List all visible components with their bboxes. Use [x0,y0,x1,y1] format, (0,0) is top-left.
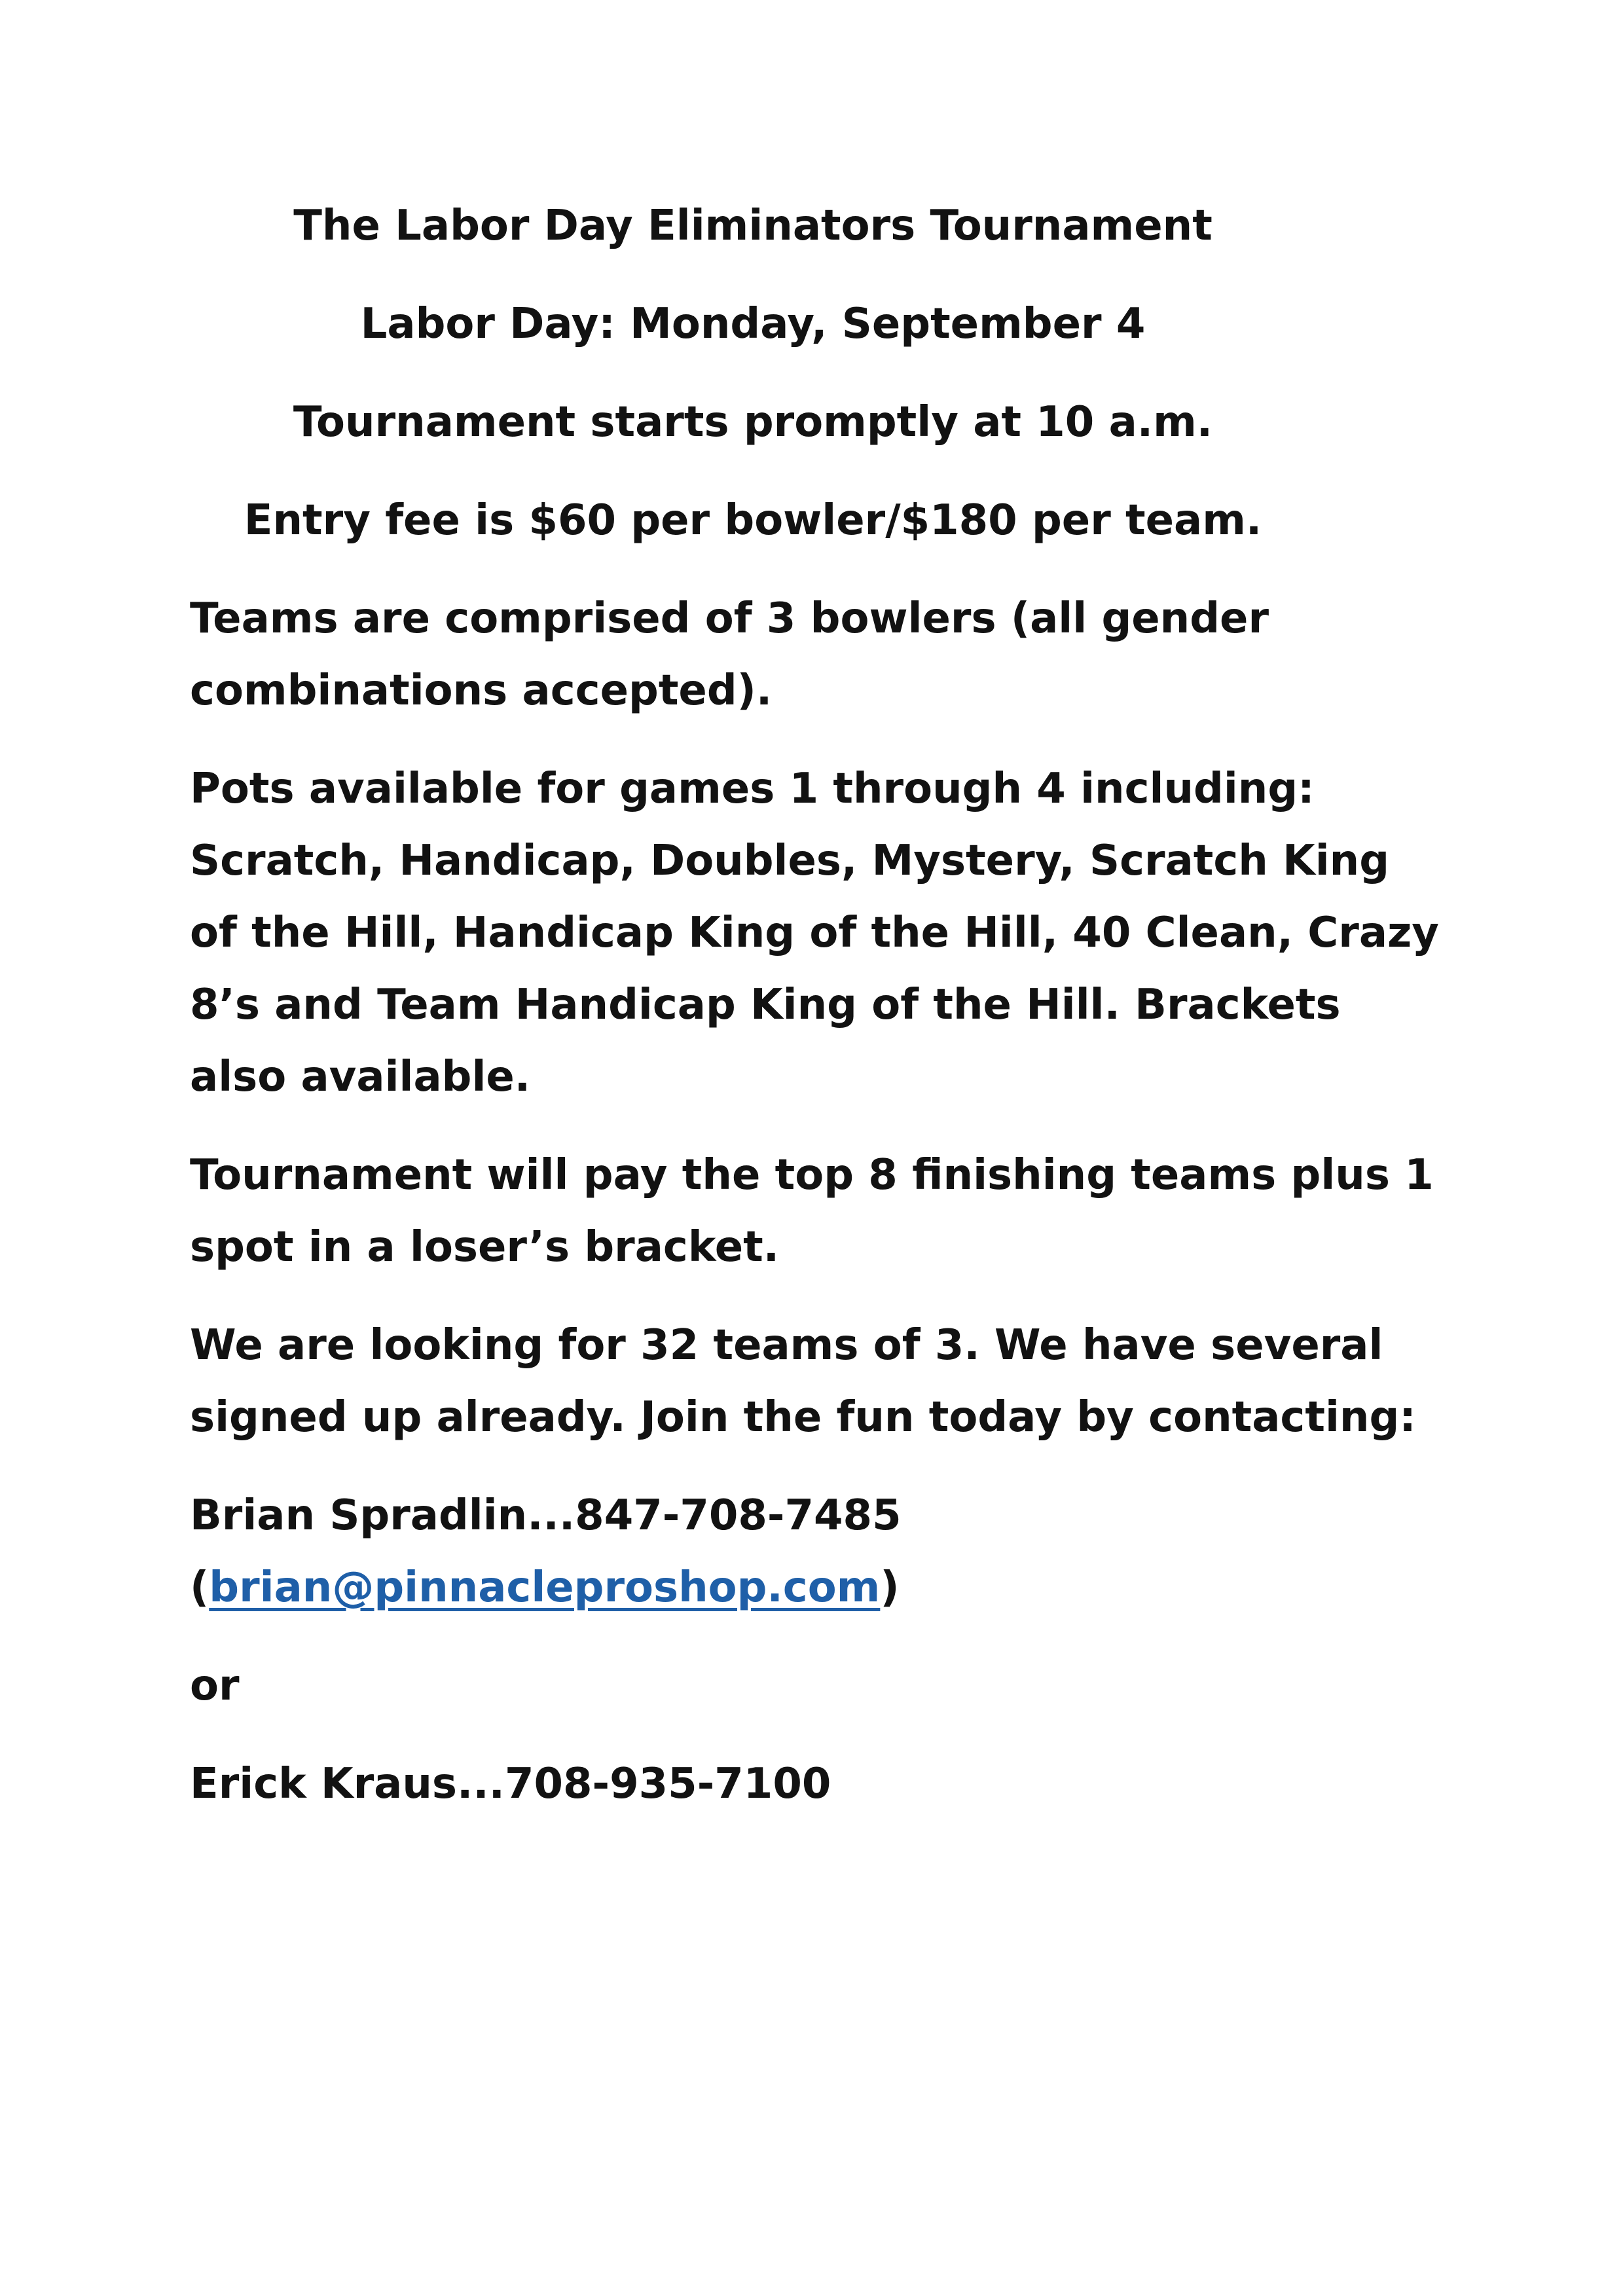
email-paren-close: ) [880,1563,900,1612]
contact-brian-email-line [190,1552,900,1624]
teams-line-1: Teams are comprised of 3 bowlers (all gender [190,594,1269,643]
pots-line-4: 8’s and Team Handicap King of the Hill. Brackets [190,981,1341,1029]
pots-line-1: Pots available for games 1 through 4 including: [190,765,1315,813]
email-paren-open: ( [190,1563,210,1612]
event-date: Labor Day: Monday, September 4 [360,300,1146,348]
contact-erick: Erick Kraus...708-935-7100 [190,1760,831,1808]
brian-email-link[interactable]: brian@pinnacleproshop.com [209,1563,881,1612]
start-time: Tournament starts promptly at 10 a.m. [293,398,1213,446]
or-separator: or [190,1662,240,1710]
payout-line-1: Tournament will pay the top 8 finishing teams plus 1 [190,1151,1434,1199]
flyer-title: The Labor Day Eliminators Tournament [293,202,1213,250]
recruit-line-2: signed up already. Join the fun today by contacting: [190,1393,1416,1442]
recruit-line-1: We are looking for 32 teams of 3. We have several [190,1321,1383,1370]
pots-line-2: Scratch, Handicap, Doubles, Mystery, Scratch King [190,837,1390,885]
payout-line-2: spot in a loser’s bracket. [190,1223,779,1271]
pots-line-5: also available. [190,1053,531,1101]
teams-line-2: combinations accepted). [190,666,773,715]
entry-fee: Entry fee is $60 per bowler/$180 per team. [244,496,1262,545]
pots-line-3: of the Hill, Handicap King of the Hill, 40 Clean, Crazy [190,909,1439,957]
contact-brian: Brian Spradlin...847-708-7485 [190,1491,902,1540]
